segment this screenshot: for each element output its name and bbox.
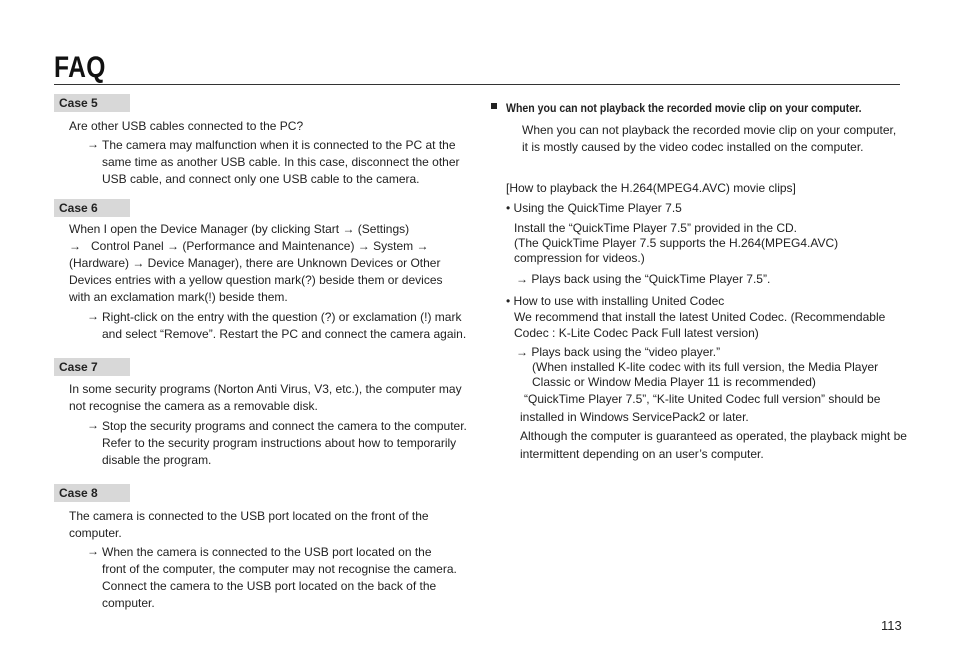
note-line: “QuickTime Player 7.5”, “K-lite United Codec full version” should be — [524, 392, 881, 406]
quicktime-result: → Plays back using the “QuickTime Player 7.5”. — [516, 272, 771, 286]
case-5-label: Case 5 — [54, 94, 130, 112]
case-6-answer-line: and select “Remove”. Restart the PC and connect the camera again. — [102, 327, 467, 341]
case-5-answer-line: The camera may malfunction when it is connected to the PC at the — [102, 138, 456, 152]
case-8-answer-line: computer. — [102, 596, 155, 610]
note-line: installed in Windows ServicePack2 or later. — [520, 410, 749, 424]
case-7-question-line: In some security programs (Norton Anti Virus, V3, etc.), the computer may — [69, 382, 462, 396]
case-7-answer-line: Stop the security programs and connect the camera to the computer. — [102, 419, 467, 433]
case-8-question-line: computer. — [69, 526, 122, 540]
page-title: FAQ — [54, 51, 106, 84]
codec-bullet: • How to use with installing United Codec — [506, 294, 725, 308]
quicktime-line: compression for videos.) — [514, 251, 645, 265]
case-7-label: Case 7 — [54, 358, 130, 376]
case-6-question-line: → Control Panel → (Performance and Maintenance) → System → — [69, 239, 429, 253]
case-6-label: Case 6 — [54, 199, 130, 217]
square-bullet-icon — [491, 103, 497, 109]
case-7-answer-line: disable the program. — [102, 453, 212, 467]
codec-line: Codec : K-Lite Codec Pack Full latest version) — [514, 326, 759, 340]
case-7-arrow: → — [87, 418, 99, 432]
codec-result-note: (When installed K-lite codec with its full version, the Media Player — [532, 360, 879, 374]
quicktime-bullet: • Using the QuickTime Player 7.5 — [506, 201, 682, 215]
case-8-question-line: The camera is connected to the USB port located on the front of the — [69, 509, 429, 523]
codec-line: We recommend that install the latest United Codec. (Recommendable — [514, 310, 886, 324]
case-5-question: Are other USB cables connected to the PC? — [69, 119, 304, 133]
right-heading: When you can not playback the recorded movie clip on your computer. — [506, 101, 862, 115]
quicktime-line: (The QuickTime Player 7.5 supports the H.264(MPEG4.AVC) — [514, 236, 839, 250]
case-5-answer-line: USB cable, and connect only one USB cable to the camera. — [102, 172, 420, 186]
intro-line: When you can not playback the recorded movie clip on your computer, — [522, 123, 897, 137]
case-8-answer-line: front of the computer, the computer may not recognise the camera. — [102, 562, 457, 576]
note-line: Although the computer is guaranteed as operated, the playback might be — [520, 429, 907, 443]
case-5-answer-line: same time as another USB cable. In this case, disconnect the other — [102, 155, 460, 169]
case-6-question-line: (Hardware) → Device Manager), there are Unknown Devices or Other — [69, 256, 441, 270]
howto-title: [How to playback the H.264(MPEG4.AVC) movie clips] — [506, 181, 796, 195]
case-8-answer-line: Connect the camera to the USB port located on the back of the — [102, 579, 437, 593]
codec-result-note: Classic or Window Media Player 11 is recommended) — [532, 375, 816, 389]
case-6-question-line: Devices entries with a yellow question mark(?) beside them or devices — [69, 273, 443, 287]
case-6-question-line: When I open the Device Manager (by clicking Start → (Settings) — [69, 222, 410, 236]
page-number: 113 — [881, 618, 902, 633]
title-divider — [54, 84, 900, 85]
case-8-arrow: → — [87, 544, 99, 558]
case-6-question-line: with an exclamation mark(!) beside them. — [69, 290, 288, 304]
case-6-arrow: → — [87, 309, 99, 323]
case-5-arrow: → — [87, 137, 99, 151]
case-8-label: Case 8 — [54, 484, 130, 502]
case-8-answer-line: When the camera is connected to the USB port located on the — [102, 545, 432, 559]
case-6-answer-line: Right-click on the entry with the question (?) or exclamation (!) mark — [102, 310, 462, 324]
codec-result: → Plays back using the “video player.” — [516, 345, 721, 359]
case-7-answer-line: Refer to the security program instructions about how to temporarily — [102, 436, 457, 450]
case-7-question-line: not recognise the camera as a removable disk. — [69, 399, 318, 413]
quicktime-line: Install the “QuickTime Player 7.5” provided in the CD. — [514, 221, 798, 235]
note-line: intermittent depending on an user’s computer. — [520, 447, 764, 461]
intro-line: it is mostly caused by the video codec installed on the computer. — [522, 140, 864, 154]
